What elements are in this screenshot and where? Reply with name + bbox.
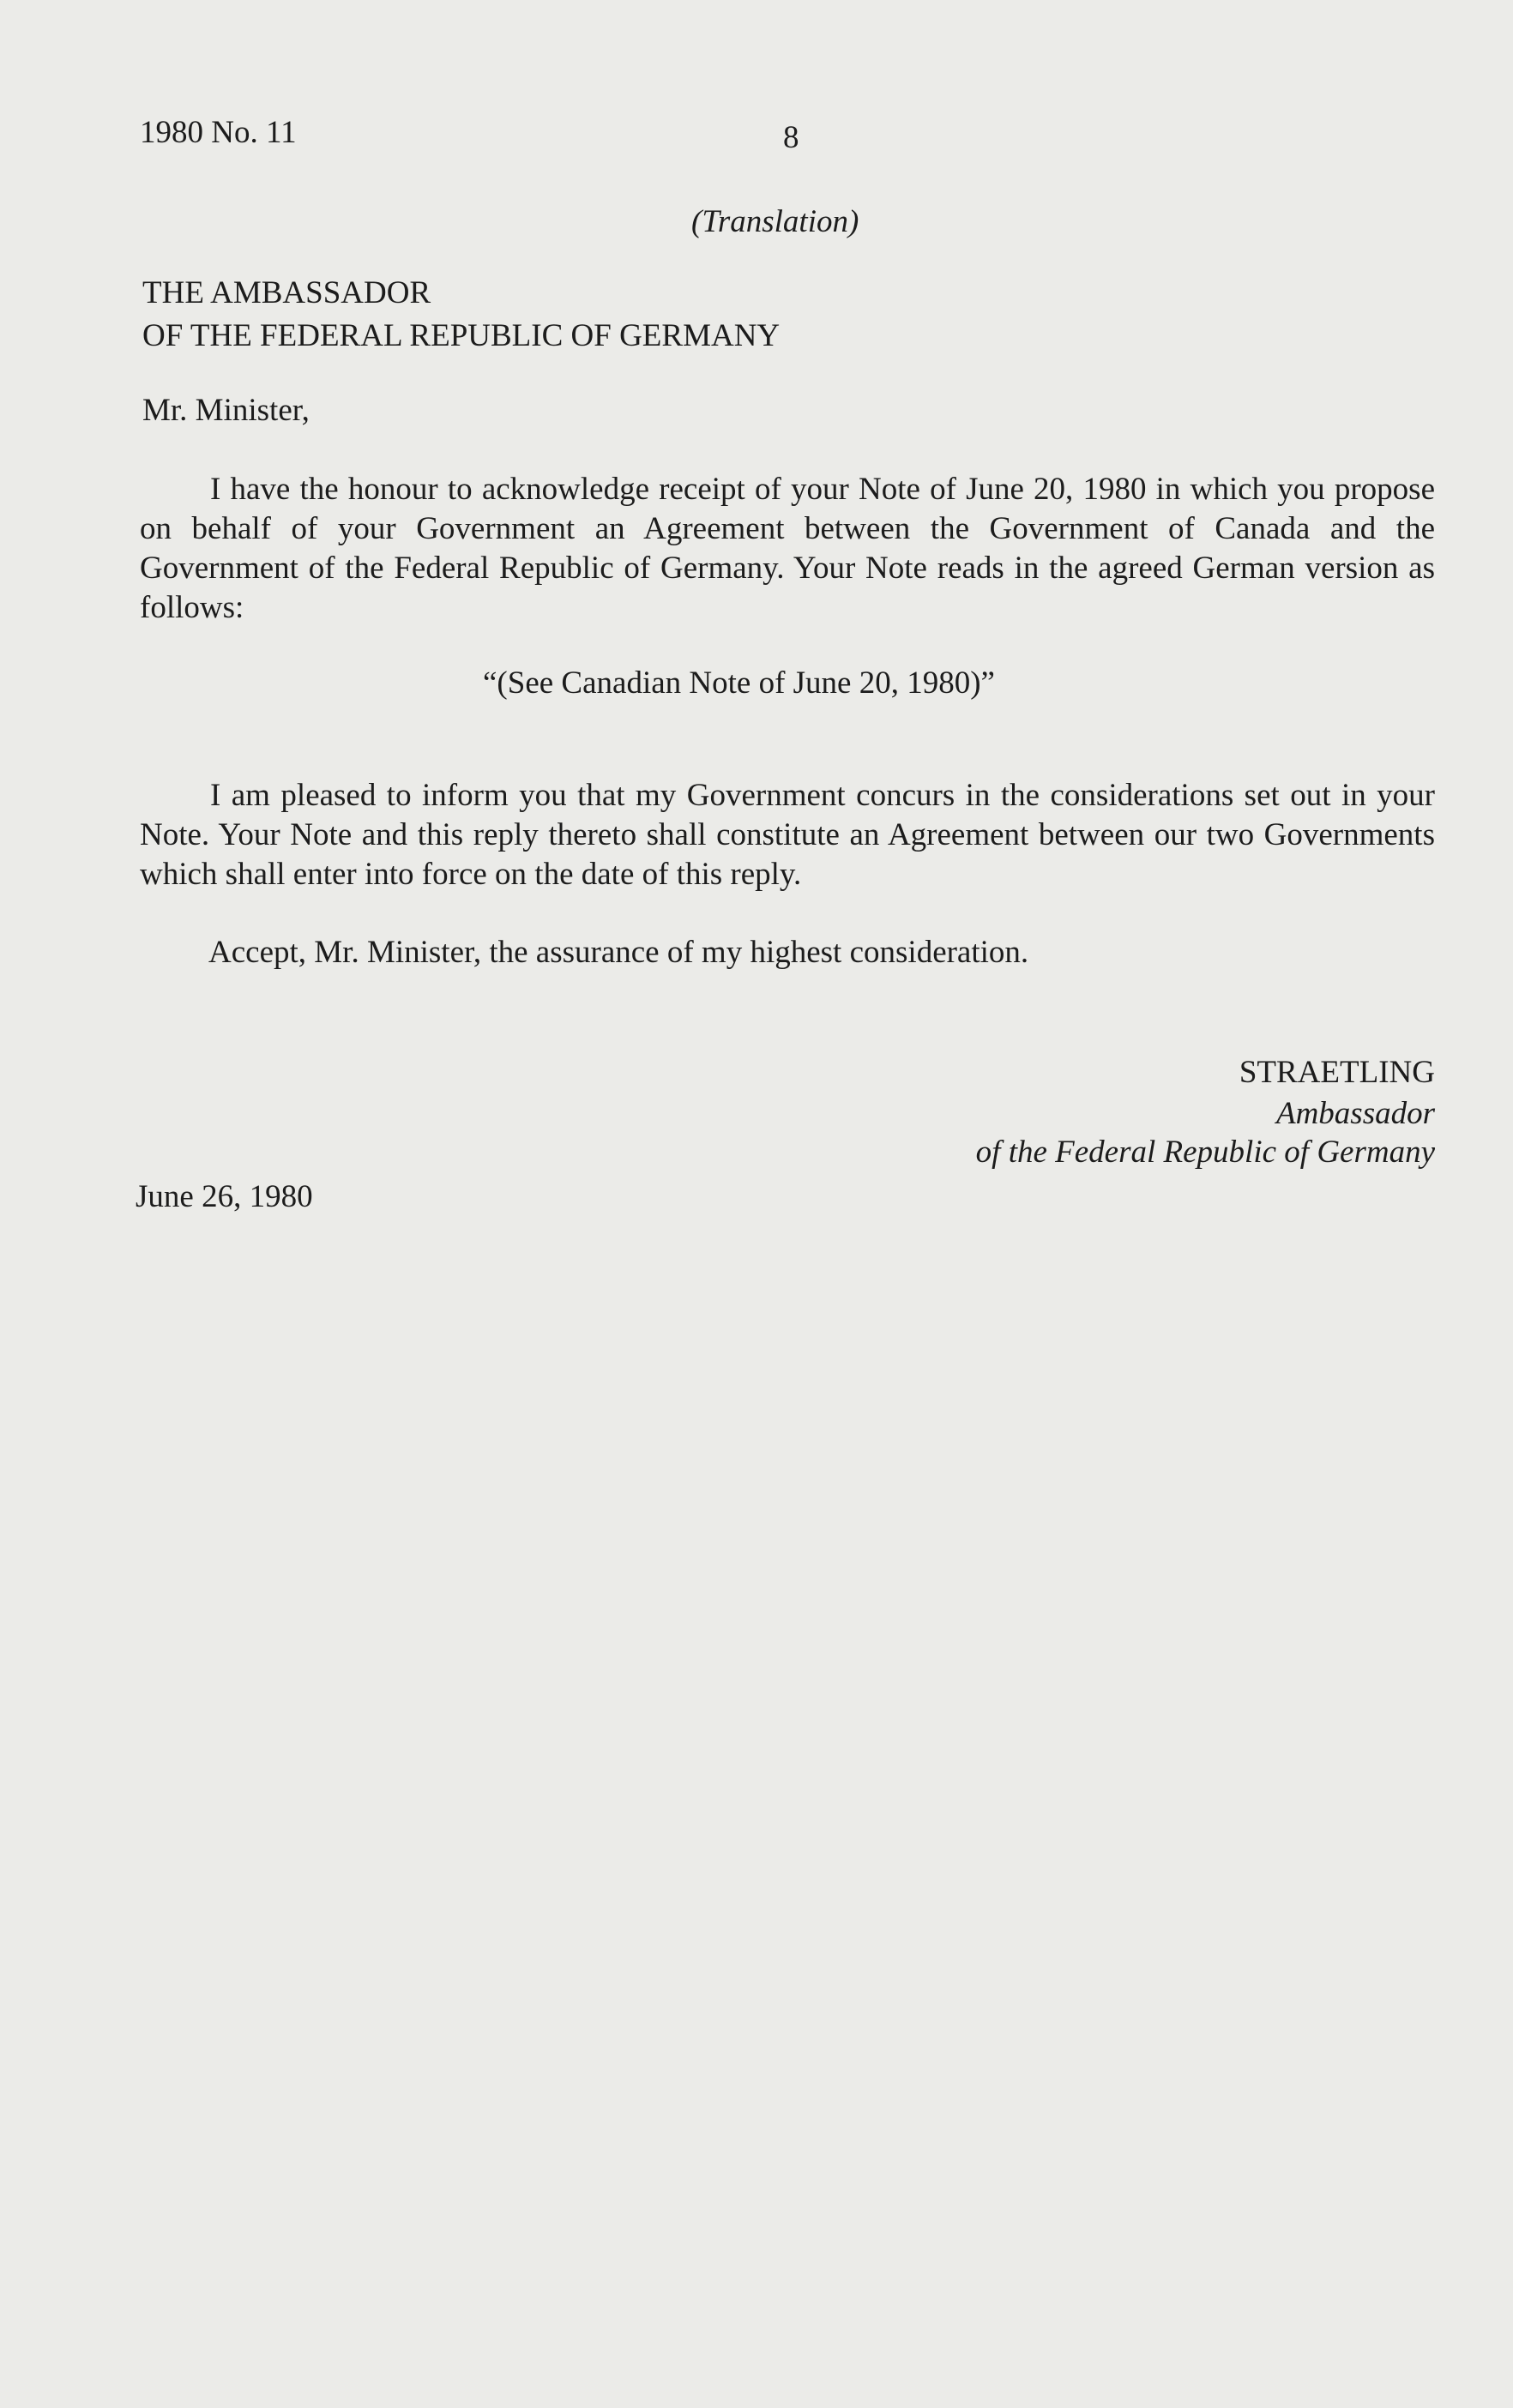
paragraph-acknowledgement: I have the honour to acknowledge receipt of your Note of June 20, 1980 in which you propose on behalf of your Government an Agreement between the Government of Canada and the Government of the Federal Republic of Germany. Your Note reads in the agreed German version as follows: (140, 472, 1435, 625)
page-number: 8 (783, 120, 799, 155)
translation-label: (Translation) (691, 204, 859, 239)
salutation: Mr. Minister, (142, 393, 310, 428)
signature-title: Ambassador (1275, 1096, 1435, 1131)
sender-line-2: OF THE FEDERAL REPUBLIC OF GERMANY (142, 318, 781, 353)
signature-name: STRAETLING (1239, 1055, 1435, 1090)
sender-line-1: THE AMBASSADOR (142, 275, 431, 310)
quoted-note: “(See Canadian Note of June 20, 1980)” (483, 665, 995, 701)
series-number: 1980 No. 11 (140, 115, 297, 150)
paragraph-concurrence: I am pleased to inform you that my Government concurs in the considerations set out in your Note. Your Note and this reply thereto shall constitute an Agreement between our two Governments which shall enter into force on the date of this reply. (140, 778, 1435, 892)
paragraph-closing: Accept, Mr. Minister, the assurance of my highest consideration. (208, 935, 1029, 970)
letter-date: June 26, 1980 (136, 1179, 313, 1214)
signature-affiliation: of the Federal Republic of Germany (975, 1135, 1435, 1170)
